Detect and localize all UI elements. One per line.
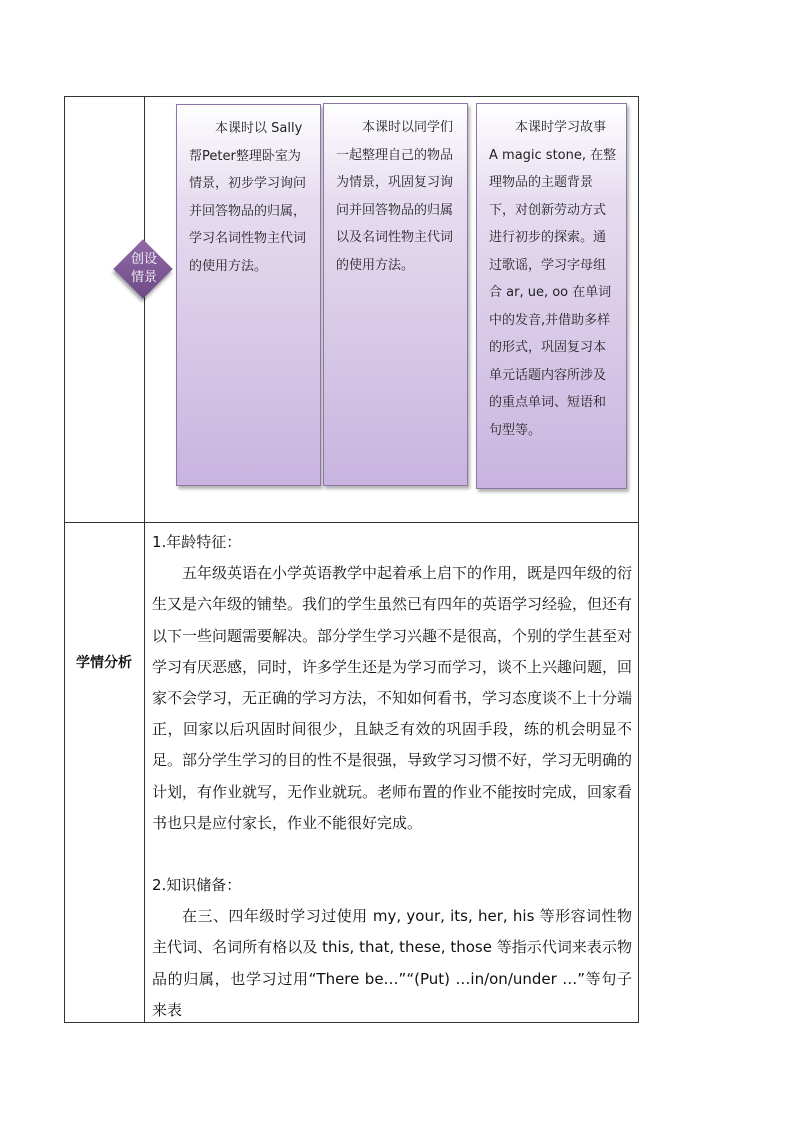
analysis-label: 学情分析 xyxy=(76,655,132,671)
scenario-card-2 xyxy=(323,103,468,486)
table-column-divider xyxy=(144,96,145,1023)
paragraph-gap xyxy=(152,839,632,870)
knowledge-body: 在三、四年级时学习过使用 my, your, its, her, his 等形容词性物主代词、名词所有格以及 this, that, these, those 等指示代词来表示物品的归属，也学习过用“There be…”“(Put) …in/on/under …”等句子来表 xyxy=(152,907,632,1019)
analysis-content xyxy=(152,527,632,1026)
knowledge-title: 2.知识储备： xyxy=(152,876,242,895)
scenario-diamond-label xyxy=(114,240,174,300)
scenario-card-2-text: 本课时以同学们一起整理自己的物品为情景，巩固复习询问并回答物品的归属以及名词性物主代词的使用方法。 xyxy=(336,120,454,273)
scenario-card-1 xyxy=(176,104,321,486)
scenario-card-1-text: 本课时以 Sally 帮Peter整理卧室为情景，初步学习询问并回答物品的归属，学习名词性物主代词的使用方法。 xyxy=(189,121,307,274)
table-right-border xyxy=(638,96,639,1023)
age-features-body: 五年级英语在小学英语教学中起着承上启下的作用，既是四年级的衍生又是六年级的铺垫。我们的学生虽然已有四年的英语学习经验，但还有以下一些问题需要解决。部分学生学习兴趣不是很高，个别的学生甚至对学习有厌恶感，同时，许多学生还是为学习而学习，谈不上兴趣问题，回家不会学习，无正确的学习方法，不知如何看书，学习态度谈不上十分端正，回家以后巩固时间很少，且缺乏有效的巩固手段，练的机会明显不足。部分学生学习的目的性不是很强，导致学习习惯不好，学习无明确的计划，有作业就写，无作业就玩。老师布置的作业不能按时完成，回家看书也只是应付家长，作业不能很好完成。 xyxy=(152,564,633,832)
table-top-border xyxy=(64,96,639,97)
scenario-label-text: 创设 情景 xyxy=(130,252,157,285)
age-features-title: 1.年龄特征： xyxy=(152,533,242,551)
table-row-divider xyxy=(64,522,639,523)
scenario-card-3-text: 本课时学习故事 A magic stone, 在整理物品的主题背景下，对创新劳动方式进行初步的探索。通过歌谣，学习字母组合 ar, ue, oo 在单词中的发音,并借助多样的形式，巩固复习本单元话题内容所涉及的重点单词、短语和句型等。 xyxy=(489,120,617,438)
scenario-card-3 xyxy=(476,103,627,489)
